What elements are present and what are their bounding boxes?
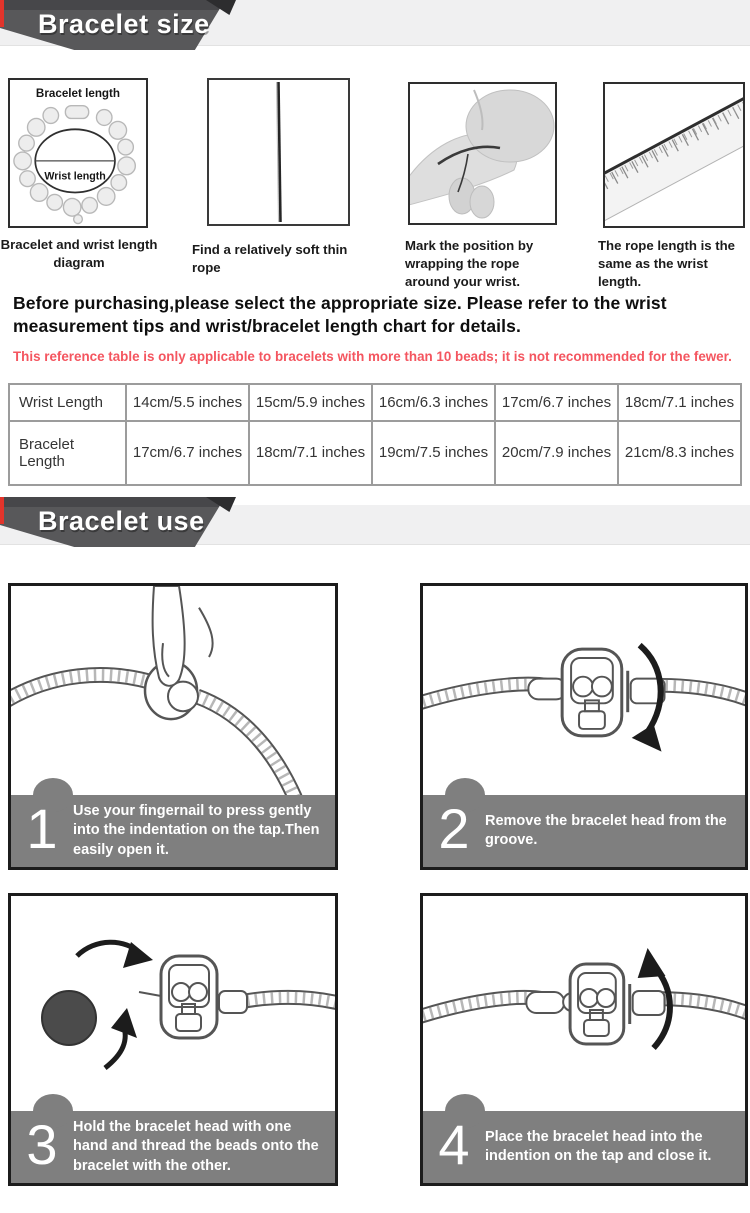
step-number: 2 xyxy=(438,797,470,860)
table-cell: 20cm/7.9 inches xyxy=(495,421,618,485)
step-1-illustration xyxy=(11,586,335,795)
figure-caption: Bracelet and wrist length diagram xyxy=(0,237,158,271)
section-title: Bracelet use xyxy=(38,506,205,536)
figure-caption: Mark the position by wrapping the rope around your wrist. xyxy=(405,238,534,290)
wrist-length-label: Wrist length xyxy=(44,170,106,183)
figure-caption: Find a relatively soft thin rope xyxy=(192,242,348,276)
use-step-panel-1 xyxy=(8,583,338,870)
ruler-figure xyxy=(603,82,745,228)
section-header-bracelet-size xyxy=(0,0,750,52)
step-caption-bar xyxy=(423,795,745,867)
size-table xyxy=(8,383,742,486)
use-step-panel-4 xyxy=(420,893,748,1186)
bracelet-diagram-illustration xyxy=(10,80,146,226)
figure-caption: The rope length is the same as the wrist length. xyxy=(598,238,736,290)
purchase-note: Before purchasing,please select the appropriate size. Please refer to the wrist measurement tips and wrist/bracelet length chart for details. xyxy=(13,293,667,336)
red-accent-tab xyxy=(0,0,4,27)
step-3-illustration xyxy=(11,896,335,1111)
step-text: Place the bracelet head into the indention on the tap and close it. xyxy=(485,1128,712,1164)
step-text: Use your fingernail to press gently into the indentation on the tap.Then easily open it. xyxy=(73,803,320,858)
step-number: 4 xyxy=(438,1113,470,1176)
table-cell: 17cm/6.7 inches xyxy=(126,421,249,485)
step-number: 1 xyxy=(26,797,58,860)
table-cell: 18cm/7.1 inches xyxy=(249,421,372,485)
wrist-wrap-figure xyxy=(408,82,557,225)
table-row-header: Bracelet Length xyxy=(9,421,126,485)
table-cell: 21cm/8.3 inches xyxy=(618,421,741,485)
table-cell: 16cm/6.3 inches xyxy=(372,384,495,421)
table-cell: 17cm/6.7 inches xyxy=(495,384,618,421)
bracelet-diagram-figure xyxy=(8,78,148,228)
step-caption-bar xyxy=(423,1111,745,1183)
table-cell: 19cm/7.5 inches xyxy=(372,421,495,485)
step-caption-bar xyxy=(11,1111,335,1183)
section-title: Bracelet size xyxy=(38,9,210,39)
table-row-wrist xyxy=(9,384,741,421)
step-text: Hold the bracelet head with one hand and thread the beads onto the bracelet with the other. xyxy=(73,1119,319,1174)
use-step-panel-3 xyxy=(8,893,338,1186)
rope-illustration xyxy=(209,80,348,224)
wrist-wrap-illustration xyxy=(410,84,555,223)
use-step-panel-2 xyxy=(420,583,748,870)
rope-figure xyxy=(207,78,350,226)
table-cell: 18cm/7.1 inches xyxy=(618,384,741,421)
step-number: 3 xyxy=(26,1113,58,1176)
step-caption-bar xyxy=(11,795,335,867)
step-4-illustration xyxy=(423,896,745,1111)
step-2-illustration xyxy=(423,586,745,795)
table-cell: 14cm/5.5 inches xyxy=(126,384,249,421)
red-accent-tab xyxy=(0,497,4,524)
table-row-bracelet xyxy=(9,421,741,485)
section-header-bracelet-use xyxy=(0,497,750,549)
step-text: Remove the bracelet head from the groove. xyxy=(485,812,727,848)
reference-warning: This reference table is only applicable to bracelets with more than 10 beads; it is not recommended for the fewer. xyxy=(13,349,732,364)
table-cell: 15cm/5.9 inches xyxy=(249,384,372,421)
ruler-illustration xyxy=(605,84,743,226)
bracelet-length-label: Bracelet length xyxy=(35,86,121,100)
table-row-header: Wrist Length xyxy=(9,384,126,421)
